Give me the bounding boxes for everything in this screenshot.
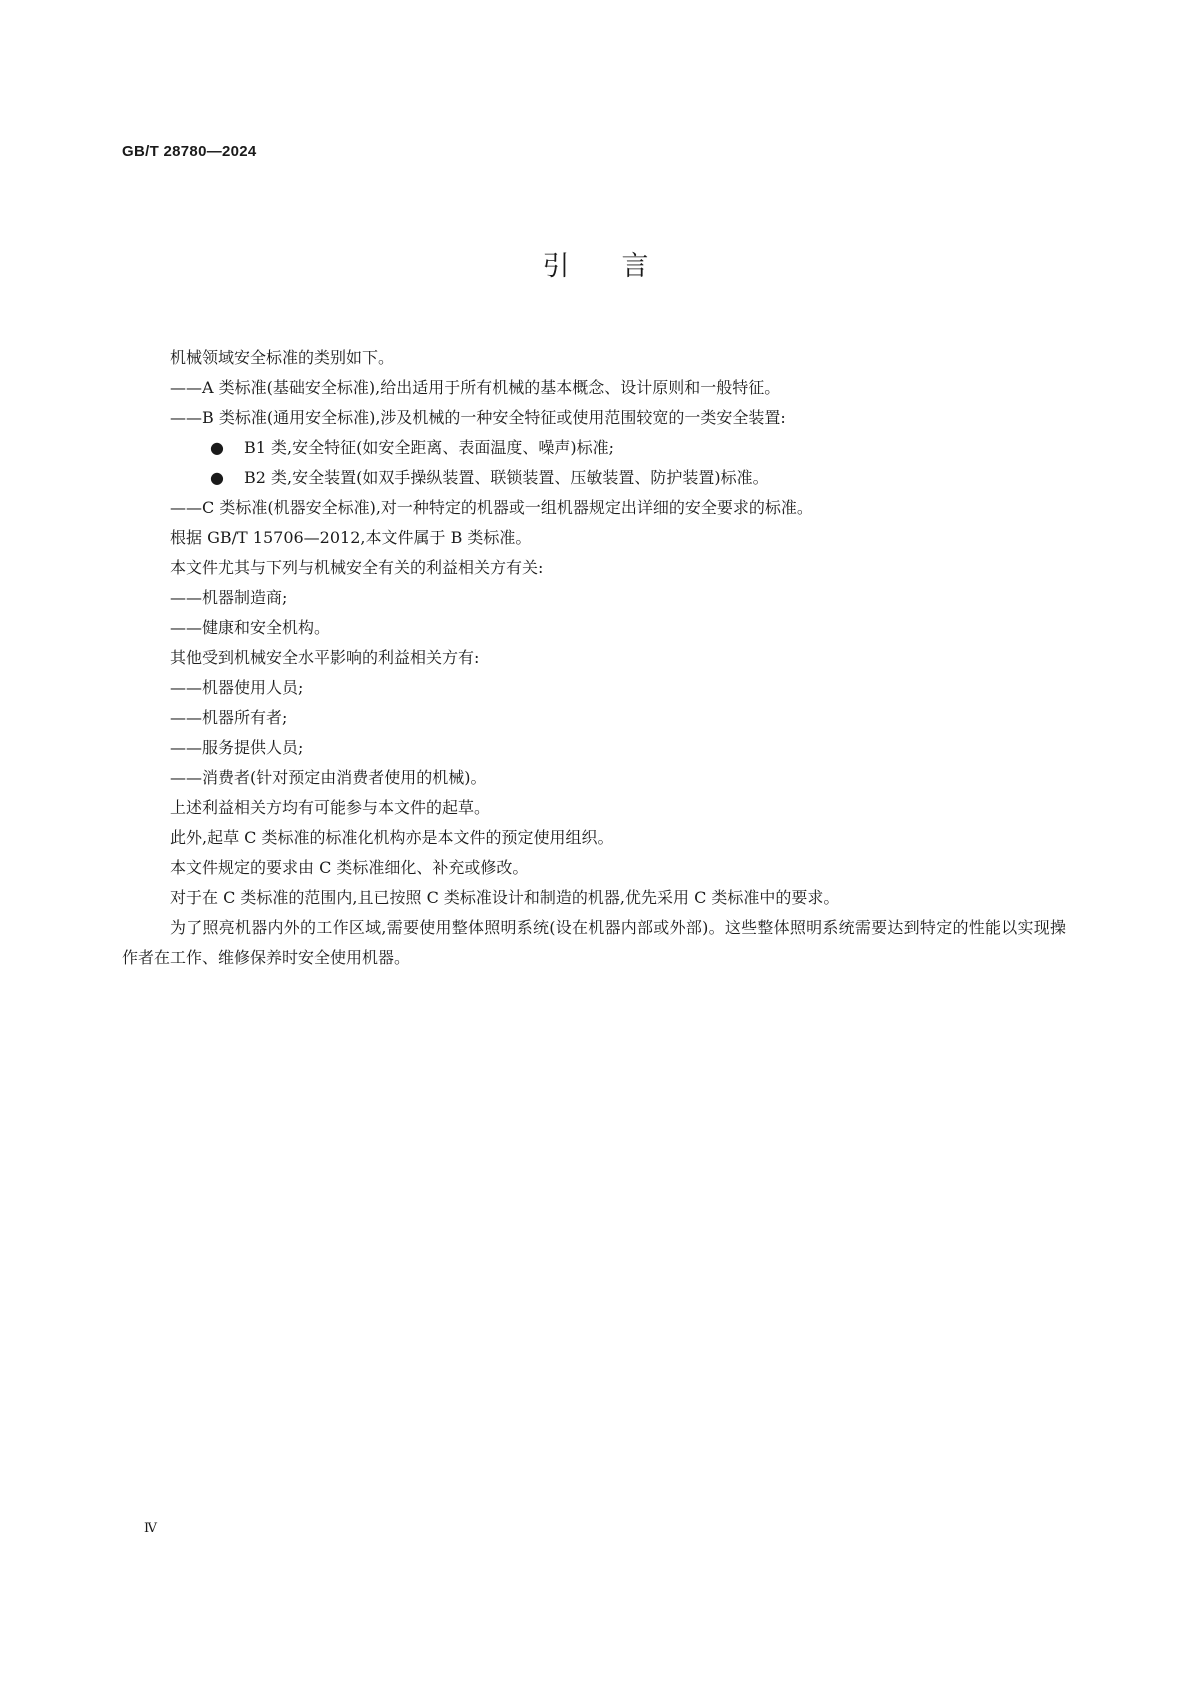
lighting-paragraph: 为了照亮机器内外的工作区域,需要使用整体照明系统(设在机器内部或外部)。这些整体照明系统需要达到特定的性能以实现操作者在工作、维修保养时安全使用机器。 [122, 918, 1066, 967]
section-title: 引言 [542, 251, 701, 282]
body-text [122, 343, 1066, 973]
page-number: Ⅳ [144, 1521, 157, 1536]
stakeholder-item: ——机器制造商; [170, 588, 288, 607]
b2-text: B2 类,安全装置(如双手操纵装置、联锁装置、压敏装置、防护装置)标准。 [244, 468, 769, 487]
priority-line: 对于在 C 类标准的范围内,且已按照 C 类标准设计和制造的机器,优先采用 C 类标准中的要求。 [170, 888, 840, 907]
b1-text: B1 类,安全特征(如安全距离、表面温度、噪声)标准; [244, 438, 614, 457]
other-stakeholder-item: ——机器所有者; [170, 708, 288, 727]
document-number: GB/T 28780—2024 [122, 143, 257, 160]
other-stakeholder-item: ——消费者(针对预定由消费者使用的机械)。 [170, 768, 487, 787]
b2-item [122, 463, 1066, 493]
c-type-item: ——C 类标准(机器安全标准),对一种特定的机器或一组机器规定出详细的安全要求的标准。 [170, 498, 813, 517]
c-org-line: 此外,起草 C 类标准的标准化机构亦是本文件的预定使用组织。 [170, 828, 614, 847]
other-stakeholders-intro: 其他受到机械安全水平影响的利益相关方有: [170, 648, 480, 667]
basis-line: 根据 GB/T 15706—2012,本文件属于 B 类标准。 [170, 528, 532, 547]
bullet-icon: ● [210, 468, 224, 487]
other-stakeholder-item: ——机器使用人员; [170, 678, 304, 697]
stakeholders-intro: 本文件尤其与下列与机械安全有关的利益相关方有关: [170, 558, 544, 577]
other-stakeholder-item: ——服务提供人员; [170, 738, 304, 757]
stakeholder-item: ——健康和安全机构。 [170, 618, 331, 637]
a-type-item: ——A 类标准(基础安全标准),给出适用于所有机械的基本概念、设计原则和一般特征。 [170, 378, 781, 397]
b-type-item: ——B 类标准(通用安全标准),涉及机械的一种安全特征或使用范围较宽的一类安全装置: [170, 408, 786, 427]
intro-line: 机械领域安全标准的类别如下。 [170, 348, 395, 367]
drafting-line: 上述利益相关方均有可能参与本文件的起草。 [170, 798, 491, 817]
bullet-icon: ● [210, 438, 224, 457]
refine-line: 本文件规定的要求由 C 类标准细化、补充或修改。 [170, 858, 529, 877]
b1-item [122, 433, 1066, 463]
